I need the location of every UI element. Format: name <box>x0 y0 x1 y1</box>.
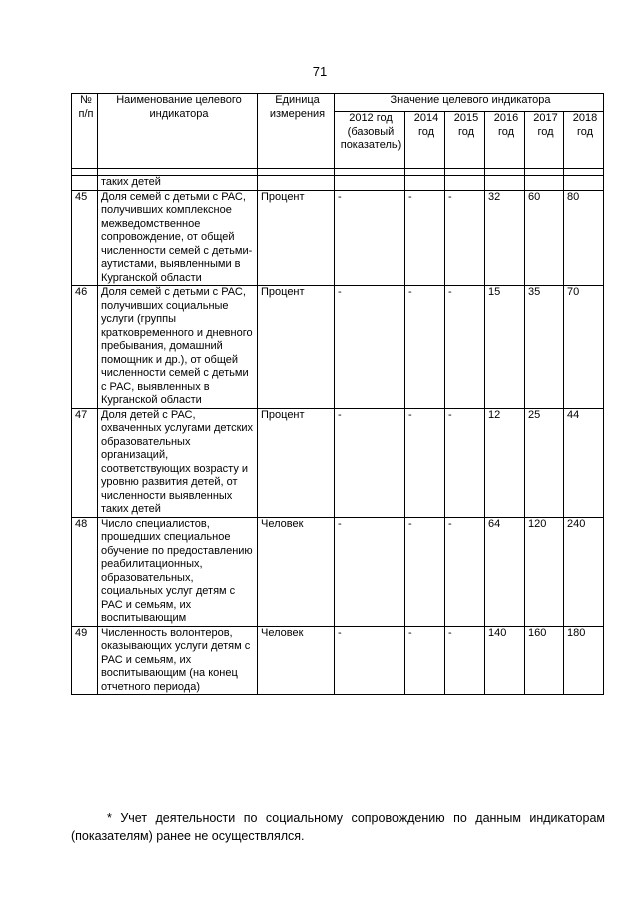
header-name: Наименование целевого индикатора <box>98 94 258 169</box>
row-value-2012: - <box>335 626 405 695</box>
header-values: Значение целевого индикатора <box>335 94 604 112</box>
row-value-2014: - <box>405 286 445 409</box>
row-value-2014: - <box>405 190 445 286</box>
table-spacer-row <box>72 169 604 176</box>
row-value-2018: 70 <box>564 286 604 409</box>
continuation-text: таких детей <box>98 176 258 191</box>
row-value-2012: - <box>335 517 405 626</box>
row-value-2016: 15 <box>485 286 525 409</box>
row-value-2016: 64 <box>485 517 525 626</box>
row-value-2015: - <box>445 408 485 517</box>
header-year-2015: 2015 год <box>445 112 485 169</box>
table-row <box>72 190 604 286</box>
row-unit: Человек <box>258 517 335 626</box>
row-value-2014: - <box>405 517 445 626</box>
header-unit: Единица измерения <box>258 94 335 169</box>
row-num: 46 <box>72 286 98 409</box>
row-value-2015: - <box>445 517 485 626</box>
row-value-2015: - <box>445 286 485 409</box>
indicators-table <box>71 93 604 695</box>
table-row <box>72 408 604 517</box>
table-header <box>72 94 604 169</box>
row-value-2014: - <box>405 408 445 517</box>
header-year-2017: 2017 год <box>525 112 564 169</box>
row-value-2018: 80 <box>564 190 604 286</box>
row-value-2014: - <box>405 626 445 695</box>
row-value-2017: 60 <box>525 190 564 286</box>
row-value-2012: - <box>335 286 405 409</box>
table-continuation-row <box>72 176 604 191</box>
row-value-2017: 35 <box>525 286 564 409</box>
row-num: 45 <box>72 190 98 286</box>
row-value-2016: 140 <box>485 626 525 695</box>
row-value-2018: 180 <box>564 626 604 695</box>
row-value-2015: - <box>445 626 485 695</box>
footnote: * Учет деятельности по социальному сопровождению по данным индикаторам (показателям) ранее не осуществлялся. <box>71 811 605 843</box>
row-unit: Процент <box>258 286 335 409</box>
row-value-2017: 160 <box>525 626 564 695</box>
header-num: № п/п <box>72 94 98 169</box>
row-value-2016: 12 <box>485 408 525 517</box>
row-value-2018: 240 <box>564 517 604 626</box>
header-year-2012: 2012 год (базовый показатель) <box>335 112 405 169</box>
header-year-2018: 2018 год <box>564 112 604 169</box>
header-year-2014: 2014 год <box>405 112 445 169</box>
row-name: Численность волонтеров, оказывающих услуги детям с РАС и семьям, их воспитывающим (на конец отчетного периода) <box>98 626 258 695</box>
row-unit: Человек <box>258 626 335 695</box>
table-body <box>72 169 604 695</box>
row-value-2017: 25 <box>525 408 564 517</box>
row-name: Доля семей с детьми с РАС, получивших комплексное межведомственное сопровождение, от общей численности семей с детьми-аутистами, выявленными в Курганской области <box>98 190 258 286</box>
page-number: 71 <box>312 64 328 79</box>
row-unit: Процент <box>258 408 335 517</box>
table-row <box>72 286 604 409</box>
row-num: 49 <box>72 626 98 695</box>
row-num: 47 <box>72 408 98 517</box>
row-name: Число специалистов, прошедших специальное обучение по предоставлению реабилитационных, образовательных, социальных услуг детям с РАС и семьям, их воспитывающим <box>98 517 258 626</box>
row-value-2012: - <box>335 408 405 517</box>
row-value-2017: 120 <box>525 517 564 626</box>
table-row <box>72 517 604 626</box>
row-value-2016: 32 <box>485 190 525 286</box>
row-value-2012: - <box>335 190 405 286</box>
row-value-2018: 44 <box>564 408 604 517</box>
row-name: Доля детей с РАС, охваченных услугами детских образовательных организаций, соответствующих возрасту и уровню развития детей, от численности выявленных таких детей <box>98 408 258 517</box>
header-year-2016: 2016 год <box>485 112 525 169</box>
row-value-2015: - <box>445 190 485 286</box>
row-unit: Процент <box>258 190 335 286</box>
row-name: Доля семей с детьми с РАС, получивших социальные услуги (группы кратковременного и дневного пребывания, домашний помощник и др.), от общей численности семей с детьми с РАС, выявленных в Курганской области <box>98 286 258 409</box>
table-row <box>72 626 604 695</box>
row-num: 48 <box>72 517 98 626</box>
